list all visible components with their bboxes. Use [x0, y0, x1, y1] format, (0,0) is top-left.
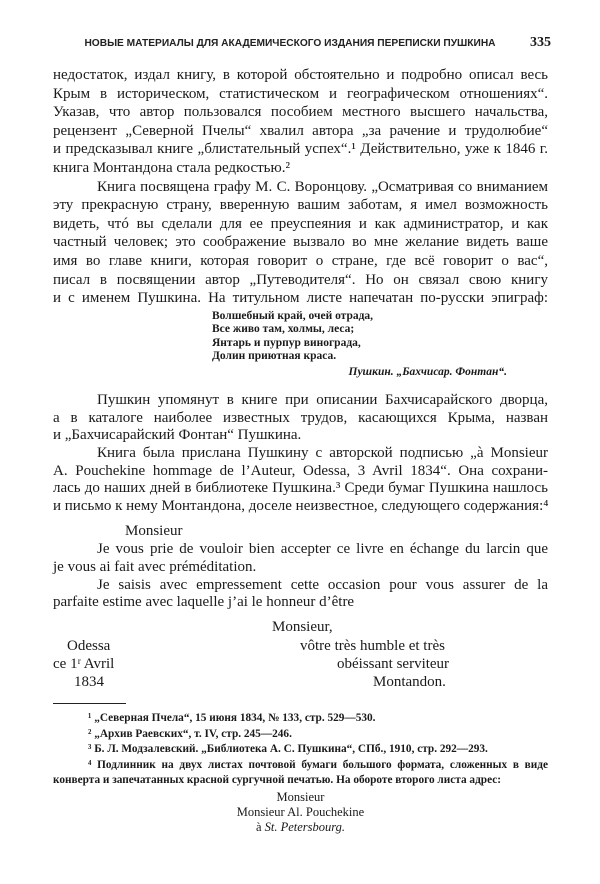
text-line: parfaite estime avec laquelle j’ai le honneur d’être — [53, 594, 355, 611]
text-line: конверта и запечатанных красной сургучной печатью. На обороте второго листа адрес: — [53, 774, 502, 787]
letter-signature: Montandon. — [373, 674, 446, 690]
text-line: и предсказывал книге „блистательный успех“.¹ Действительно, уже к 1846 г. — [53, 141, 548, 158]
text-line: эту прекрасную страну, вверенную вашим заботам, я имел возможность — [53, 197, 548, 214]
text-line: Книга была прислана Пушкину с авторской подписью „à Monsieur — [97, 445, 548, 462]
text-line: и письмо к нему Монтандона, доселе неизвестное, следующего содержания:⁴ — [53, 498, 549, 515]
letter-place: Odessa — [67, 638, 111, 654]
text-line: ⁴ Подлинник на двух листах почтовой бумаги большого формата, сложенных в виде — [88, 758, 548, 771]
text-line: видеть, чтó вы сделали для ее преуспеяния и как администратор, и как — [53, 215, 548, 232]
text-line: ¹ „Северная Пчела“, 15 июня 1834, № 133, стр. 529—530. — [88, 712, 376, 724]
text-line: Je saisis avec empressement cette occasion pour vous assurer de la — [97, 576, 548, 593]
text-line: A. Pouchekine hommage de l’Auteur, Odessa, 3 Avril 1834“. Она сохрани- — [53, 462, 548, 479]
letter-body — [53, 541, 548, 612]
page-number: 335 — [530, 35, 551, 50]
text-line: ² „Архив Раевских“, т. IV, стр. 245—246. — [88, 727, 292, 740]
text-line: и с именем Пушкина. На титульном листе напечатан по-русски эпиграф: — [53, 290, 548, 307]
text-line: частный человек; это соображение вызвало во мне желание видеть ваше — [53, 234, 548, 251]
running-header-title: НОВЫЕ МАТЕРИАЛЫ ДЛЯ АКАДЕМИЧЕСКОГО ИЗДАНИЯ ПЕРЕПИСКИ ПУШКИНА — [84, 38, 496, 49]
text-line: Je vous prie de vouloir bien accepter ce livre en échange du larcin que — [97, 541, 548, 557]
body-text-section-1 — [53, 66, 548, 308]
footnote-divider — [53, 703, 126, 704]
text-line: Янтарь и пурпур винограда, — [212, 336, 361, 349]
address-city: St. Petersbourg. — [264, 820, 346, 835]
footnote-address — [53, 790, 548, 836]
text-line: лась до наших дней в библиотеке Пушкина.³ Среди бумаг Пушкина нашлось — [53, 480, 548, 497]
letter-closing-address: Monsieur, — [272, 619, 333, 635]
text-line: а в каталоге наиболее известных трудов, касающихся Крыма, назван — [53, 409, 548, 426]
text-line: рецензент „Северной Пчелы“ хвалил автора „за рачение и трудолюбие“ — [53, 122, 548, 139]
text-line: Долин приютная краса. — [212, 350, 337, 363]
letter-date: ce 1ʳ Avril — [53, 656, 115, 672]
epigraph-attribution: Пушкин. „Бахчисар. Фонтан“. — [348, 366, 507, 378]
text-line: имя во главе книги, которая говорит о стране, где всё говорит о вас“, — [53, 252, 548, 269]
text-line: ³ Б. Л. Модзалевский. „Библиотека А. С. Пушкина“, СПб., 1910, стр. 292—293. — [88, 743, 488, 756]
address-prefix: à — [255, 820, 265, 835]
letter-closing-line-1: vôtre très humble et très — [300, 638, 445, 654]
text-line: книга Монтандона стала редкостью.² — [53, 159, 290, 176]
text-line: и „Бахчисарайский Фонтан“ Пушкина. — [53, 427, 302, 444]
text-line: Пушкин упомянут в книге при описании Бахчисарайского дворца, — [97, 392, 548, 408]
address-line-1: Monsieur — [276, 790, 325, 804]
body-text-section-2 — [53, 392, 548, 516]
text-line: писал в посвящении автор „Путеводителя“. Но он связал свою книгу — [53, 271, 548, 288]
footnotes — [53, 711, 548, 789]
text-line: недостаток, издал книгу, в которой обстоятельно и подробно описал весь — [53, 67, 548, 83]
text-line: Крым в историческом, статистическом и географическом отношениях“. — [53, 85, 548, 102]
text-line: Указав, что автор пользовался пособием местного высшего начальства, — [53, 104, 548, 121]
text-line: Все живо там, холмы, леса; — [212, 323, 355, 336]
text-line: Волшебный край, очей отрада, — [212, 310, 374, 322]
text-line: je vous ai fait avec préméditation. — [53, 558, 257, 575]
text-line: Книга посвящена графу М. С. Воронцову. „Осматривая со вниманием — [97, 178, 548, 195]
letter-salutation: Monsieur — [125, 523, 183, 539]
address-line-3 — [53, 820, 548, 835]
epigraph-verse — [212, 310, 373, 364]
letter-year: 1834 — [74, 674, 104, 690]
letter-closing-line-2: obéissant serviteur — [337, 656, 450, 672]
address-line-2: Monsieur Al. Pouchekine — [236, 805, 365, 820]
